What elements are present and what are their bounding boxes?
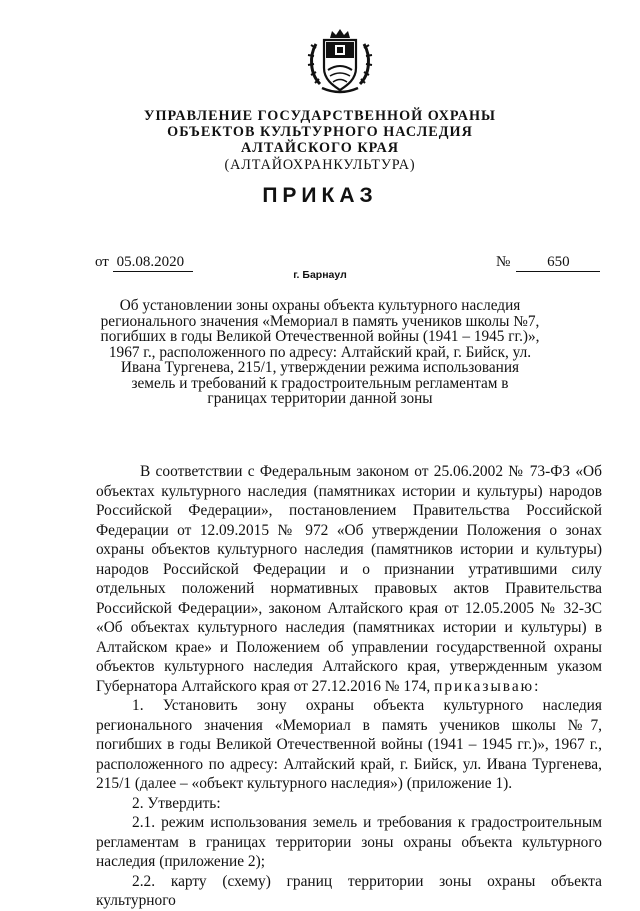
body-paragraph-1: 1. Установить зону охраны объекта культурного наследия регионального значения «Мемориал в память учеников школы №7, погибших в годы Великой Отечественной войны (1941 – 1945 гг.)», 1967 г., расположенного по адресу: Алтайский край, г. Бийск, ул. Ивана Тургенева, 215/1 (далее – «объект культурного наследия») (приложение 1). bbox=[96, 697, 602, 792]
number-value: 650 bbox=[516, 254, 600, 272]
preamble-text: В соответствии с Федеральным законом от 25.06.2002 № 73-ФЗ «Об объектах культурного наследия (памятниках истории и культуры) народов Российской Федерации», постановлением Правительства Российской Федерации от 12.09.2015 № 972 «Об утверждении Положения о зонах охраны объектов культурного наследия (памятников истории и культуры) народов Российской Федерации и о признании утратившими силу отдельных положений нормативных правовых актов Правительства Российской Федерации», законом Алтайского края от 12.05.2005 № 32-ЗС «Об объектах культурного наследия (памятниках истории и культуры) в Алтайском крае» и Положением об управлении государственной охраны объектов культурного наследия Алтайского края, утвержденным указом Губернатора Алтайского края от 27.12.2016 № 174, bbox=[96, 463, 602, 695]
order-directive: приказываю: bbox=[434, 677, 541, 695]
agency-line-1: УПРАВЛЕНИЕ ГОСУДАРСТВЕННОЙ ОХРАНЫ bbox=[144, 108, 496, 124]
date-value: 05.08.2020 bbox=[113, 254, 193, 272]
agency-line-2: ОБЪЕКТОВ КУЛЬТУРНОГО НАСЛЕДИЯ bbox=[167, 124, 473, 141]
coat-of-arms-emblem bbox=[306, 26, 374, 96]
date-prefix: от bbox=[95, 254, 109, 270]
agency-line-3: АЛТАЙСКОГО КРАЯ bbox=[241, 140, 399, 157]
body-paragraph-2: 2. Утвердить: bbox=[132, 794, 221, 812]
order-body bbox=[96, 462, 602, 911]
body-paragraph-2-1: 2.1. режим использования земель и требования к градостроительным регламентам в границах территории зоны охраны объекта культурного наследия (приложение 2); bbox=[96, 814, 602, 870]
number-prefix: № bbox=[496, 254, 511, 270]
order-subject: Об установлении зоны охраны объекта культурного наследия регионального значения «Мемориал в память учеников школы №7, погибших в годы Великой Отечественной войны (1941 – 1945 гг.)», 1967 г., расположенного по адресу: Алтайский край, г. Бийск, ул. Ивана Тургенева, 215/1, утверждении режима использования земель и требований к градостроительным регламентам в границах территории данной зоны bbox=[100, 297, 540, 407]
body-paragraph-2-2: 2.2. карту (схему) границ территории зоны охраны объекта культурного bbox=[96, 872, 602, 909]
body-paragraph-preamble bbox=[96, 462, 602, 696]
agency-header bbox=[0, 108, 640, 173]
city-line: г. Барнаул bbox=[293, 269, 347, 281]
agency-short-name: (АЛТАЙОХРАНКУЛЬТУРА) bbox=[224, 156, 416, 173]
document-title: ПРИКАЗ bbox=[262, 184, 378, 207]
